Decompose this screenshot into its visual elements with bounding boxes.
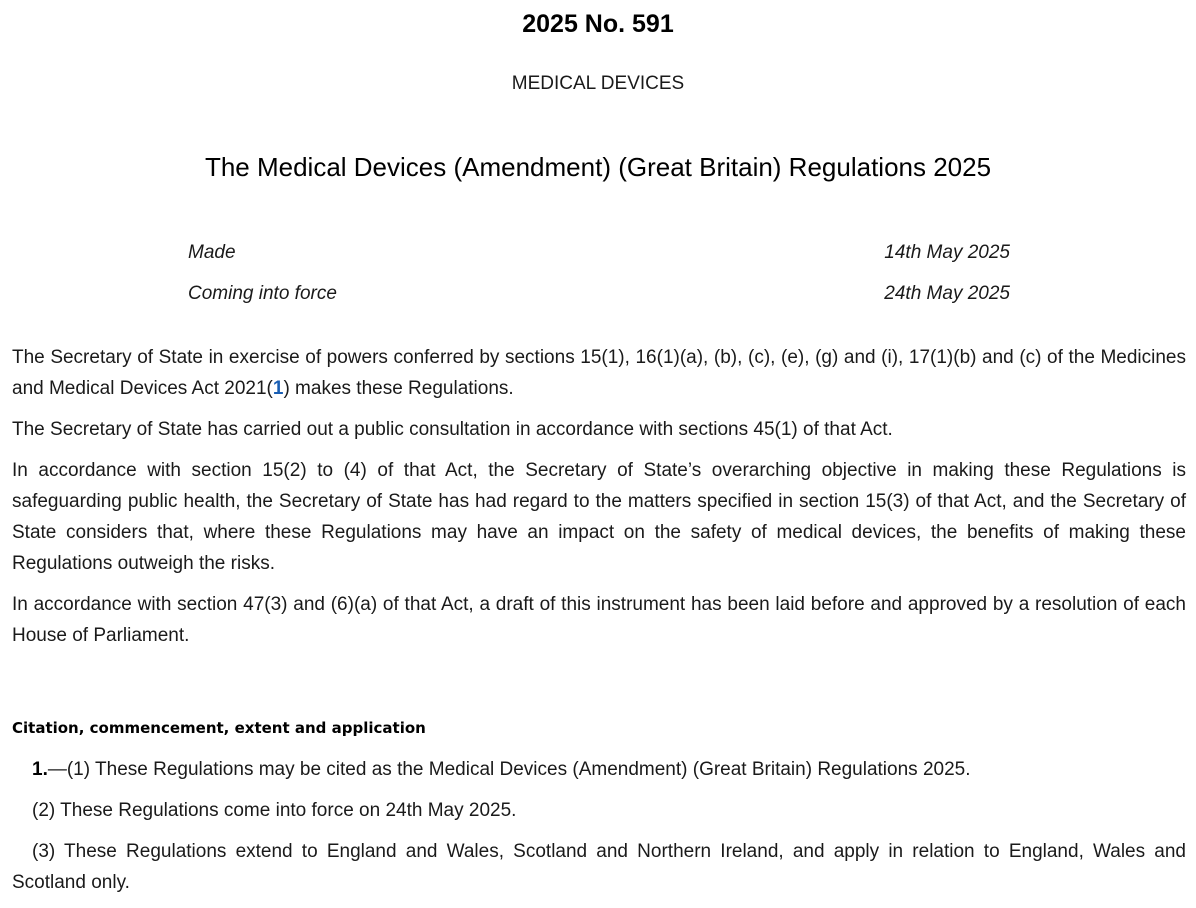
- si-number: 2025 No. 591: [522, 10, 674, 38]
- date-label: Made: [188, 242, 236, 263]
- preamble-text: ) makes these Regulations.: [283, 378, 514, 399]
- provision-paragraph: (3) These Regulations extend to England and Wales, Scotland and Northern Ireland, and apply in relation to England, Wales and Scotland only.: [12, 841, 1186, 893]
- subject-heading: MEDICAL DEVICES: [511, 73, 685, 94]
- preamble-paragraph: In accordance with section 47(3) and (6)(a) of that Act, a draft of this instrument has been laid before and approved by a resolution of each House of Parliament.: [12, 594, 1186, 646]
- section-heading: Citation, commencement, extent and application: [12, 719, 426, 737]
- regulation-title: The Medical Devices (Amendment) (Great Britain) Regulations 2025: [204, 152, 992, 182]
- preamble-text: The Secretary of State in exercise of powers conferred by sections 15(1), 16(1)(a), (b), (c), (e), (g) and (i), 17(1)(b) and (c) of the Medicines and Medical Devices Act 2021(: [12, 347, 1186, 399]
- regulation-number: 1.: [32, 759, 48, 780]
- preamble-paragraph: [12, 342, 1186, 404]
- provision-text: —(1) These Regulations may be cited as the Medical Devices (Amendment) (Great Britain) Regulations 2025.: [47, 759, 971, 780]
- preamble: [12, 342, 1186, 661]
- provision-paragraph: (2) These Regulations come into force on 24th May 2025.: [32, 800, 517, 821]
- footnote-link[interactable]: 1: [272, 378, 284, 399]
- preamble-paragraph: The Secretary of State has carried out a public consultation in accordance with sections 45(1) of that Act.: [12, 419, 893, 440]
- date-row-coming-into-force: [188, 281, 1010, 322]
- preamble-paragraph: In accordance with section 15(2) to (4) of that Act, the Secretary of State’s overarching objective in making these Regulations is safeguarding public health, the Secretary of State has had regard to the matters specified in section 15(3) of that Act, and the Secretary of State considers that, where these Regulations may have an impact on the safety of medical devices, the benefits of making these Regulations outweigh the risks.: [12, 460, 1186, 574]
- date-label: Coming into force: [188, 283, 337, 304]
- date-value: 14th May 2025: [884, 242, 1010, 263]
- dates-table: [188, 240, 1010, 322]
- provision-paragraph: [12, 754, 1186, 785]
- date-row-made: [188, 240, 1010, 281]
- date-value: 24th May 2025: [884, 283, 1010, 304]
- provisions: [12, 754, 1186, 908]
